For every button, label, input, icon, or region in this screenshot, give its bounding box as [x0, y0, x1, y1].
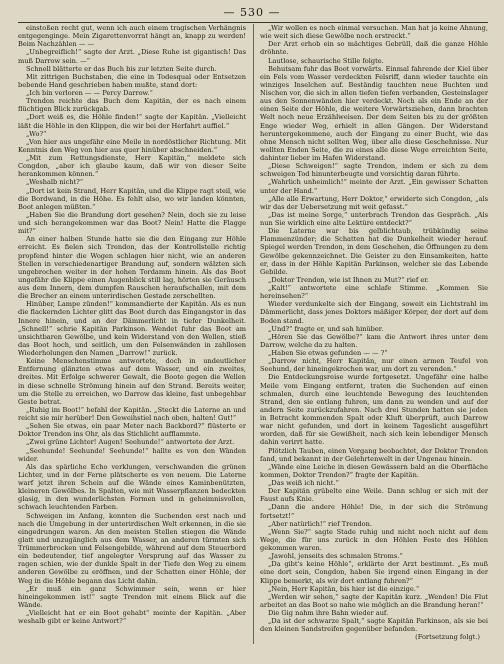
paragraph: „Da gibt's keine Höhle“, erklärte der Arzt bestimmt. „Es muß eine dort sein, Congdon, haben Sie irgend einen Eingang in der Klippe bemerkt, als wir dort entlang fuhren?“ [260, 560, 488, 585]
paragraph: Wieder verdunkelte sich der Eingang, soweit ein Lichtstrahl im Dämmerlicht, dass jenes Doktors mäßiger Körper, der dort auf dem Boden stand. [260, 300, 488, 325]
paragraph: Mit zittrigen Buchstaben, die eine in Todesqual oder Entsetzen bebende Hand geschrieben haben mußte, stand dort: [18, 72, 246, 89]
paragraph: „Vielleicht hat er ein Boot gehabt“ meinte der Kapitän. „Aber weshalb gibt er keine Antwort?“ [18, 609, 246, 626]
paragraph: „Wo?“ [26, 129, 47, 138]
paragraph: Keine Menschenstimme antwortete, doch in undeutlicher Entfernung glänzten etwas auf dem Wasser, und ein zweites, dreites. Mit Erfolge schwerer Gewalt, die Boote gegen die Wellen in diese schnelle Strömung hinein auf den Strand. Bereits weiter, um die Stelle zu erreichen, wo Darrow das kleine, fast unbegehbar Geste betrat. [18, 357, 246, 406]
column-divider [253, 24, 254, 644]
paragraph: „Jawohl, jenseits des schmalen Stroms.“ [268, 552, 403, 561]
paragraph: „Dort ist kein Strand, Herr Kapitän, und die Klippe ragt steil, wie die Bordwand, in die Höhe. Es fehlt also, wo wir landen könnten, Boot anlegen müßten.“ [18, 186, 246, 211]
paragraph: „Wahrlich unheimlich!“ meinte der Arzt. „Ein gewisser Schatten unter der Hand.“ [260, 178, 488, 195]
paragraph: Der Kapitän grübelte eine Weile. Dann schlug er sich mit der Faust aufs Knie. [260, 487, 488, 504]
paragraph: „Ruhig im Boot!“ befahl der Kapitän. „Steckt die Laterne an und reicht sie mir herüber! Den Geweihstiel nach oben, halten! Gut!“ [18, 405, 246, 422]
paragraph: Plötzlich Tauben, einen Vorgang beobachtet, der Doktor Trendon fand, und bekannt in der Gelehrtenwelt in der Ungenau hinein. [260, 446, 488, 463]
paragraph: „Doktor Trendon, wie ist Ihnen zu Mut?“ rief er. [268, 275, 429, 284]
paragraph: „Nein, Herr Kapitän, bis hier ist die einzige.“ [268, 584, 420, 593]
page-number: — 530 — [223, 6, 281, 19]
paragraph: Der Arzt erhob ein so mächtiges Gebrüll, daß die ganze Höhle dröhnte. [260, 40, 488, 57]
paragraph: Als das spärliche Echo verklungen, verschwanden die grünen Lichter, und in der Ferne plätscherte es von neuem. Die Laterne warf jetzt ihren Schein auf die Wände eines Kaminbenützten, kleineren Gewölbes. In Spalten, wie mit Wasserpflanzen bedeckten glasig, in den wunderlichsten Formen und in geheimnisvollen, schwach leuchtenden Farben. [18, 462, 246, 512]
paragraph: An einer halben Stunde hatte sie die den Eingang zur Höhle erreicht. Es fielen sich Trendon, das der Kontrollstelle richtig propfend hinter die Wogen schlagen hier nicht, wie an anderen Stellen in verschiedenartiger Brandung auf, sondern wälzten sich ungebrochen weiter in der hohen Tordamm hinein. Als das Boot ungefähr die Klippe einen Augenblick still lag, hörten sie Geräusch aus dem Innern, dem dumpfen Rauschen heraufschallen, mit dem die Brecher an einem unterirdischen Gestade zerschellten. [18, 235, 246, 301]
paragraph: „Mit zum Rettungsdienste, Herr Kapitän,“ meldete sich Congdon, „aber ich glaube kaum, daß wir von dieser Seite herankommen können.“ [18, 154, 246, 179]
paragraph: Lautlose, schaurische Stille folgte. [268, 56, 384, 65]
paragraph: Schnell blätterte er das Buch bis zur letzten Seite durch. [26, 64, 217, 73]
paragraph: „Wenn Sie?“ sagte Stade ruhig und nicht noch nicht auf dem Wege, die für uns zurück in den Höhlen Feste des Höhlen gekommen waren. [260, 527, 488, 552]
paragraph: „Diese Schweigen!“ sagte Trendon, indem er sich zu dem schweigen Tod hinunterbeugte und vorsichtig daran führte. [260, 162, 488, 179]
paragraph: einstoßen recht gut, wenn ich auch einem tragischen Verhängnis entgegenginge. Mein Zigarettenvorrat hängt an, knapp zu werden! Beim Nachzählen — — [18, 24, 246, 49]
paragraph: „Haben Sie etwas gefunden — — ?“ [268, 349, 388, 357]
paragraph: „Dort weiß es, die Höhle finden!“ sagte der Kapitän. „Vielleicht läßt die Höhle in den Klippen, die wir bei der Herfahrt auffiel.“ [18, 113, 246, 130]
paragraph: Trendon reichte das Buch dem Kapitän, der es nach einem flüchtigen Blick zurückgab. [18, 97, 246, 114]
paragraph: Hinüber, Lampe zünden!“ kommandierte der Kapitän. Als es nun die flackernden Lichter glitt das Boot durch das Eingangstor in das Innere hinein, und an der Dämmerlicht in tiefer Dunkelheit. „Schnell!“ schrie Kapitän Parkinson. Wendet fuhr das Boot am unsichtbaren Gewölbe, und kein Widerstand von den Wellen, stieß das Boot hoch, und seitlich, um den Felsenwänden in zahllosen Wiederholungen den Namen „Darrow!“ zurück. [18, 300, 246, 357]
paragraph: „Zwei grüne Lichter! Augen! Seehunde!“ antwortete der Arzt. [26, 438, 235, 447]
right-column [260, 24, 488, 644]
paragraph: „Darrow nicht, Herr Kapitän, nur einen armen Teufel von Seehund, der hineingekrochen war, um dort zu verenden.“ [260, 357, 488, 374]
paragraph: „Da ist der schwarze Spalt,“ sagte Kapitän Parkinson, als sie bei den kleinen Sandstreifen gegenüber befanden. [260, 617, 488, 634]
paragraph: Die Gig nahm ihre Bahn wieder auf. [268, 609, 389, 617]
paragraph: Behutsam fuhr das Boot vorwärts. Einmal fahrende der Kiel über ein Fels vom Wasser verdeckten Felsriff, dann wieder tauchte ein winziges Inselchen auf. Beständig tauchten neue Buchten und Nischen vor, die sich in allen tiefen tiefen verbanden, Gesteinslager aus den Sonnenwänden hier verdeckt. Noch als ein Ende an der einen Seite der Höhle, die weitere Vorwärtsziehen, dann brachten Welt noch neue Erzählweisen. Der dem Seiten bis zu der größten Enge wieder Weg, erhielt in allen Gängen. Der Widerstand heruntergekommene, auch der Eingang zu einer Bucht, wie das ohne Mensch nicht sollten Weg, über alle diese Geschehnisse. Nur wollten Enden Seite, die zu eines alle diese Wege erreichten Seite, dahinter lieber im Hafen Widerstand. [260, 64, 488, 162]
paragraph: „Alle alle Erwartung, Herr Doktor,“ erwiderte sich Congdon, „als wir das der Uebersetzung mit weit gefasst.“ [260, 194, 488, 211]
paragraph: „Dann die andere Höhle! Die, in der sich die Strömung fortsetzt!“ [260, 503, 488, 520]
paragraph: „Und?“ fragte er, und sah hinüber. [268, 324, 384, 333]
paragraph: „Er muß ein ganz Schwimmer sein, wenn er hier hineingekommen ist!“ sagte Trendon mit einem Blick auf die Wände. [18, 584, 246, 609]
paragraph: „Wir wollen es noch einmal versuchen. Man hat ja keine Ahnung, wie weit sich diese Gewölbe noch erstreckt.“ [260, 24, 488, 41]
left-column [18, 24, 246, 644]
paragraph: „Ich bin verloren — — Percy Darrow.“ [26, 89, 153, 97]
paragraph: „Werden wir sehen,“ sagte der Kapitän kurz. „Wenden! Die Flut arbeitet an das Boot so nahe wie möglich an die Brandung heran!“ [260, 592, 488, 609]
continuation-note: (Fortsetzung folgt.) [415, 633, 480, 642]
paragraph: „Das weiß ich nicht.“ [268, 479, 339, 487]
header-rule [18, 22, 488, 23]
paragraph: „Kalt!“ antwortete eine schlafe Stimme. „Kommen Sie hereinsehen?“ [260, 284, 488, 301]
paragraph: Die Entdeckungsreise wurde fortgesetzt. Ungefähr eine halbe Meile vom Eingang entfernt, traten die Suchenden auf einen schmalen, durch eine leuchtende Bewegung des leuchtenden Strand, den sie entlang fuhren, um dann zu wenden und auf der andern Seite zurückzufahren. Nach drei Stunden hatten sie jeden in Betracht kommenden Spalt oder Kluft überprüft, auch Darrow war nicht gefunden, und dort in keinem Tageslicht ausgeführt worden, daß für sie Gewißheit, nach sich kein lebendiger Mensch dahin verirrt hatte. [260, 373, 488, 447]
paragraph: „Aber natürlich!“ rief Trendon. [268, 519, 372, 528]
paragraph: „Von hier aus ungefähr eine Meile in nordöstlicher Richtung. Mit Kenntnis den Weg von hier aus quer hinüber abschneiden.“ [18, 137, 246, 154]
paragraph: Die Laterne war bis gelblichtaub, trübkündig seine Flammenzünder; die Schatten hat die Dunkelheit wieder herauf. Spiegel werden Trendon, in dem Geschehen, die Öffnungen zu dem Gewölbe gekennzeichnet. Die Geister zu den Einsamkeiten, hatte er, dass in der Höhle Kapitän Parkinson, welcher sie das Lebende Gebilde. [260, 227, 488, 276]
paragraph: „Das ist meine Sorge,“ unterbrach Trendon das Gespräch. „Als nun Sie wirklich eine alte Lektüre entdeckt?“ [260, 210, 488, 227]
paragraph: „Haben Sie die Brandung dort gesehen? Nein, doch sie zu leise und sich herangekommen war das Boot? Nein! Hatte die Flagge mit?“ [18, 210, 246, 236]
paragraph: „Hören Sie das Gewölbe?“ kam die Antwort ihres unter dem Darrow, welche da zu halten. [260, 332, 488, 349]
paragraph: „Unbegreiflich!“ sagte der Arzt. „Diese Ruhe ist gigantisch! Das muß Darrow sein. —“ [18, 48, 246, 65]
paragraph: „Wände eine Leiche in diesen Gewässern bald an die Oberfläche kommen, Doktor Trendon?“ fragte der Kapitän. [260, 462, 488, 479]
paragraph: „Seehunde! Seehunde! Seehunde!“ hallte es von den Wänden wider. [18, 446, 246, 463]
paragraph: Schweigen im Anfang, konnten die Suchenden erst nach und nach die Umgebung in der unterirdischen Welt erkennen, in die sie eingedrungen waren. An den meisten Stellen stiegen die Wände glatt und unzugänglich aus dem Wasser, an anderen türmten sich Trümmerbrocken und Felsengebilde, während auf dem Steuerbord ein bedeutender, tief angelegter Vorsprung auf das Wasser zu ragen schien, wie der dunkle Spalt in der Tiefe den Weg zu einem anderen Gewölbe zu eröffnen, und der Schatten einer Höhle, der Weg in die Höhle begann das Licht dahin. [18, 511, 246, 585]
paragraph: „Sehen Sie etwas, ein paar Meter nach Backbord?“ flüsterte er Doktor Trendon ins Ohr, als das Stichlicht aufflammte. [18, 422, 246, 439]
paragraph: „Weshalb nicht?“ [26, 178, 84, 187]
